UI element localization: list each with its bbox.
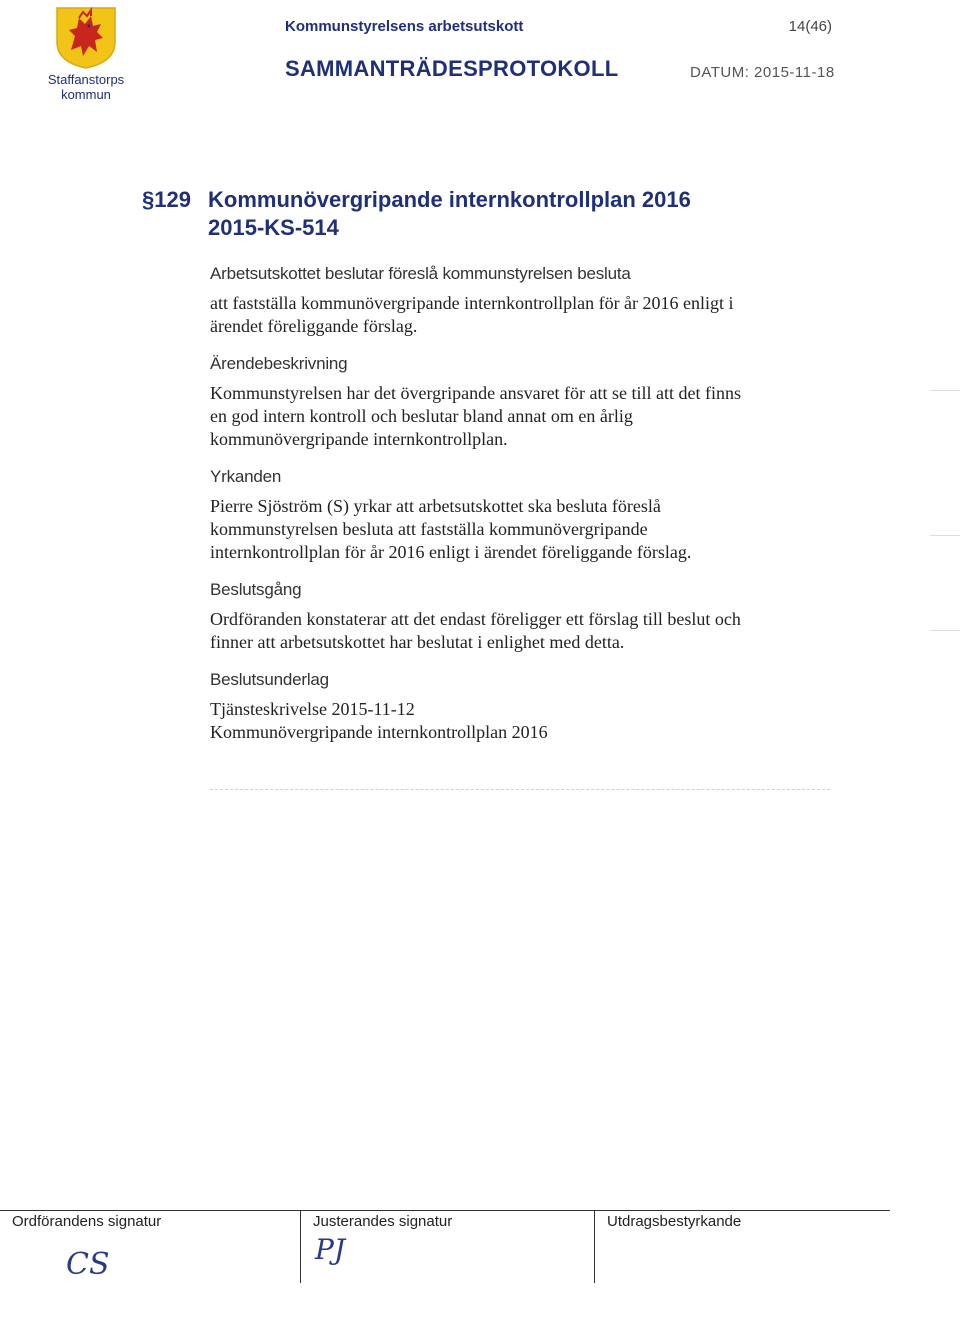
text-line: Kommunövergripande internkontrollplan 2016 — [210, 722, 548, 742]
scan-mark — [930, 630, 960, 631]
text-line: internkontrollplan för år 2016 enligt i ärendet föreliggande förslag. — [210, 542, 692, 562]
chair-initials: CS — [66, 1247, 110, 1282]
certification-cell — [594, 1211, 890, 1283]
heading-beslutsunderlag: Beslutsunderlag — [210, 670, 329, 689]
heading-arendebeskrivning: Ärendebeskrivning — [210, 354, 348, 373]
adjuster-signature-label: Justerandes signatur — [313, 1213, 453, 1230]
text-line: att fastställa kommunövergripande internkontrollplan för år 2016 enligt i — [210, 293, 734, 313]
text-line: kommunövergripande internkontrollplan. — [210, 429, 508, 449]
municipality-logo — [40, 6, 132, 102]
coat-of-arms-icon — [55, 6, 117, 70]
chair-signature-cell — [0, 1211, 300, 1283]
protocol-body — [210, 264, 830, 760]
certification-label: Utdragsbestyrkande — [607, 1213, 742, 1230]
case-number: 2015-KS-514 — [208, 215, 339, 240]
adjuster-initials: PJ — [315, 1233, 346, 1266]
heading-beslutsgang: Beslutsgång — [210, 580, 302, 599]
committee-name: Kommunstyrelsens arbetsutskott — [285, 18, 524, 35]
scan-mark — [930, 390, 960, 391]
meeting-date: DATUM: 2015-11-18 — [690, 64, 835, 81]
signature-table — [0, 1210, 890, 1283]
scan-mark — [930, 535, 960, 536]
text-line: kommunstyrelsen besluta att fastställa kommunövergripande — [210, 519, 648, 539]
chair-signature-label: Ordförandens signatur — [12, 1213, 162, 1230]
decision-lead: Arbetsutskottet beslutar föreslå kommunstyrelsen besluta — [210, 264, 631, 283]
heading-yrkanden: Yrkanden — [210, 467, 282, 486]
yrkanden-text — [210, 495, 830, 564]
municipality-name: Staffanstorps kommun — [47, 72, 125, 102]
text-line: en god intern kontroll och beslutar bland annat om en årlig — [210, 406, 633, 426]
text-line: Tjänsteskrivelse 2015-11-12 — [210, 699, 415, 719]
text-line: Ordföranden konstaterar att det endast föreligger ett förslag till beslut och — [210, 609, 741, 629]
page-number: 14(46) — [788, 18, 832, 35]
document-title: SAMMANTRÄDESPROTOKOLL — [285, 56, 619, 81]
text-line: ärendet föreliggande förslag. — [210, 316, 418, 336]
text-line: Kommunstyrelsen har det övergripande ansvaret för att se till att det finns — [210, 383, 742, 403]
beslutsgang-text — [210, 608, 830, 654]
section-number: §129 — [142, 187, 191, 212]
beslutsunderlag-text — [210, 698, 830, 744]
divider — [210, 789, 830, 790]
adjuster-signature-cell — [300, 1211, 594, 1283]
section-title: Kommunövergripande internkontrollplan 2016 — [208, 187, 691, 212]
text-line: Pierre Sjöström (S) yrkar att arbetsutskottet ska besluta föreslå — [210, 496, 661, 516]
decision-text — [210, 292, 830, 338]
arendebeskrivning-text — [210, 382, 830, 451]
text-line: finner att arbetsutskottet har beslutat i enlighet med detta. — [210, 632, 625, 652]
section-heading — [142, 186, 691, 242]
